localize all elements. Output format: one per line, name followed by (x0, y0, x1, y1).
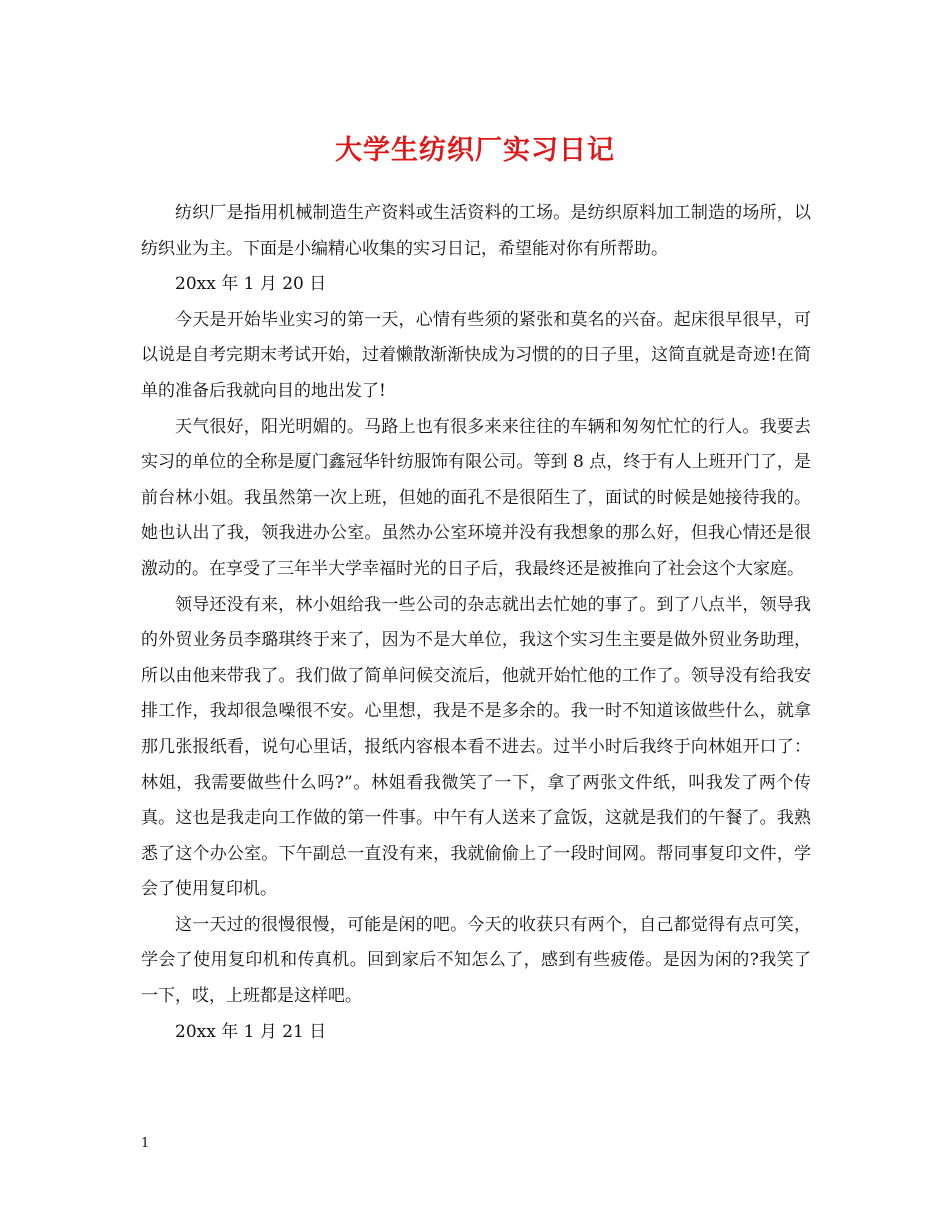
diary-date: 20xx 年 1 月 20 日 (175, 274, 327, 295)
body-paragraph: 今天是开始毕业实习的第一天，心情有些须的紧张和莫名的兴奋。起床很早很早，可以说是自考完期末考试开始，过着懒散渐渐快成为习惯的的日子里，这简直就是奇迹!在简单的准备后我就向目的地出发了! (141, 309, 811, 401)
page-title: 大学生纺织厂实习日记 (335, 135, 615, 166)
body-paragraph: 天气很好，阳光明媚的。马路上也有很多来来往往的车辆和匆匆忙忙的行人。我要去实习的单位的全称是厦门鑫冠华针纺服饰有限公司。等到 8 点，终于有人上班开门了，是前台林小姐。我虽然第一次上班，但她的面孔不是很陌生了，面试的时候是她接待我的。她也认出了我，领我进办公室。虽然办公室环境并没有我想象的那么好，但我心情还是很激动的。在享受了三年半大学幸福时光的日子后，我最终还是被推向了社会这个大家庭。 (141, 416, 811, 579)
body-paragraph: 这一天过的很慢很慢，可能是闲的吧。今天的收获只有两个，自己都觉得有点可笑，学会了使用复印机和传真机。回到家后不知怎么了，感到有些疲倦。是因为闲的?我笑了一下，哎，上班都是这样吧。 (141, 914, 811, 1007)
diary-date: 20xx 年 1 月 21 日 (175, 1021, 327, 1042)
intro-paragraph: 纺织厂是指用机械制造生产资料或生活资料的工场。是纺织原料加工制造的场所，以纺织业为主。下面是小编精心收集的实习日记，希望能对你有所帮助。 (141, 203, 811, 259)
document-body (141, 196, 811, 1050)
body-paragraph: 领导还没有来，林小姐给我一些公司的杂志就出去忙她的事了。到了八点半，领导我的外贸业务员李璐琪终于来了，因为不是大单位，我这个实习生主要是做外贸业务助理，所以由他来带我了。我们做了简单问候交流后，他就开始忙他的工作了。领导没有给我安排工作，我却很急噪很不安。心里想，我是不是多余的。我一时不知道该做些什么，就拿那几张报纸看，说句心里话，报纸内容根本看不进去。过半小时后我终于向林姐开口了：林姐，我需要做些什么吗?”。林姐看我微笑了一下，拿了两张文件纸，叫我发了两个传真。这也是我走向工作做的第一件事。中午有人送来了盒饭，这就是我们的午餐了。我熟悉了这个办公室。下午副总一直没有来，我就偷偷上了一段时间网。帮同事复印文件，学会了使用复印机。 (141, 594, 811, 900)
page-number: 1 (141, 1136, 150, 1151)
